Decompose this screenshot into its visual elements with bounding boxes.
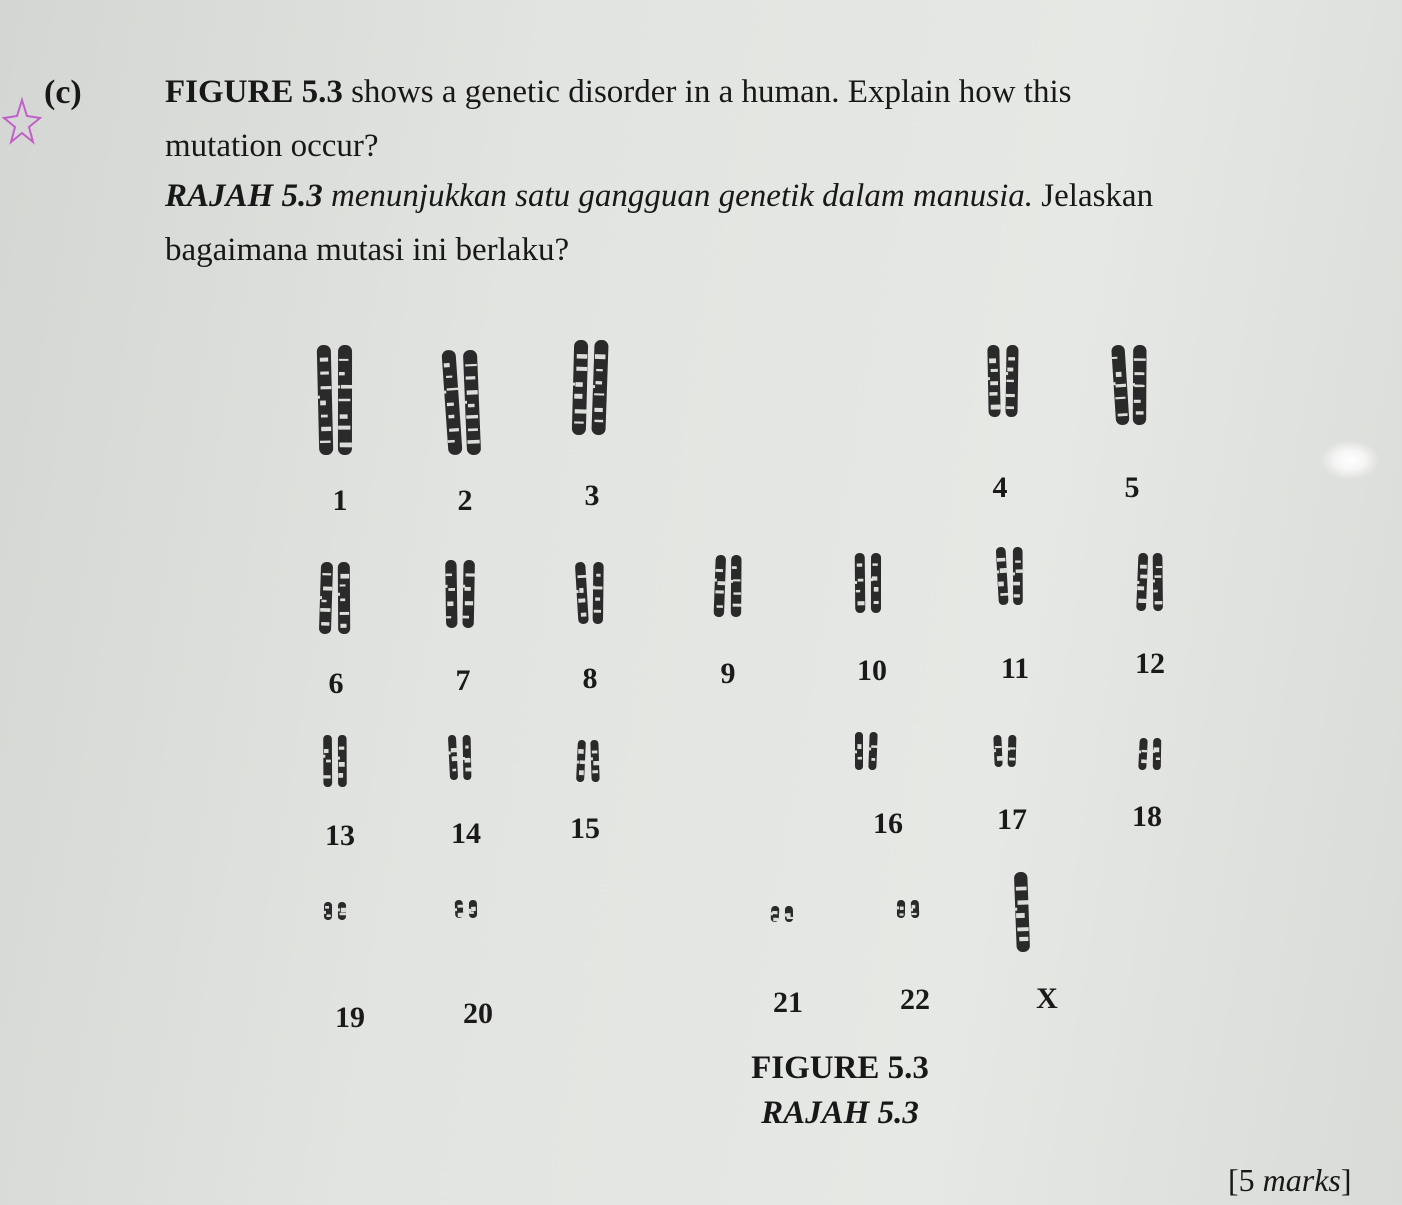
chromatid [713, 555, 727, 617]
chromosome-pair-19 [323, 902, 365, 1034]
chromosome-pair-7 [444, 560, 476, 697]
chromosome-label-16: 16 [873, 807, 903, 840]
chromosome-label-21: 21 [773, 986, 803, 1019]
chromatid [337, 735, 347, 787]
chromosome-pair-8 [574, 562, 604, 695]
chromosome-label-6: 6 [328, 667, 344, 700]
chromosome-pair-14 [447, 735, 481, 850]
chromosome-pair-6 [318, 562, 350, 700]
marks-number: 5 [1238, 1162, 1255, 1198]
chromosome-label-9: 9 [720, 657, 736, 690]
chromosome-label-17: 17 [997, 803, 1027, 836]
figure-reference: FIGURE 5.3 [165, 74, 343, 110]
chromatid [461, 560, 475, 628]
chromatid [1013, 872, 1031, 952]
chromosome-label-20: 20 [463, 997, 493, 1030]
chromatid [468, 900, 477, 918]
chromosome-label-12: 12 [1135, 647, 1165, 680]
chromatid [730, 555, 742, 617]
chromatid [870, 553, 881, 613]
chromatid [1135, 553, 1149, 611]
chromosome-pair-21 [770, 906, 803, 1019]
chromatid [1137, 738, 1148, 770]
chromosome-pair-10 [854, 553, 887, 687]
chromosome-pair-15 [570, 740, 600, 845]
chromatid [854, 732, 863, 770]
chromatid [995, 547, 1011, 606]
question-label: (c) [44, 74, 82, 111]
chromatid [337, 345, 353, 455]
chromosome-label-8: 8 [582, 662, 598, 695]
chromosome-label-18: 18 [1132, 800, 1162, 833]
chromatid [590, 340, 608, 435]
chromosome-pair-16 [854, 732, 903, 840]
chromosome-label-7: 7 [455, 664, 471, 697]
chromosome-label-X: X [1036, 982, 1058, 1015]
chromatid [462, 350, 481, 456]
chromosome-label-14: 14 [451, 817, 481, 850]
question-malay-italic-text: menunjukkan satu gangguan genetik dalam manusia. [322, 178, 1034, 214]
chromosome-label-15: 15 [570, 812, 600, 845]
rajah-reference: RAJAH 5.3 [165, 178, 323, 214]
chromosome-pair-5 [1110, 345, 1146, 504]
chromatid [986, 345, 1000, 417]
chromatid [323, 902, 332, 920]
chromosome-pair-11 [995, 547, 1029, 685]
chromatid [337, 902, 346, 920]
chromosome-label-19: 19 [335, 1001, 365, 1034]
chromosome-pair-20 [454, 900, 493, 1030]
marks-label: [5 marks] [1228, 1162, 1352, 1198]
chromatid [322, 735, 332, 787]
chromatid [896, 900, 905, 918]
chromosome-pair-X [1013, 872, 1058, 1015]
chromosome-label-10: 10 [857, 654, 887, 687]
chromatid [1152, 738, 1161, 770]
chromosome-pair-12 [1135, 553, 1165, 680]
chromatid [867, 732, 878, 770]
chromosome-pair-3 [571, 340, 609, 512]
chromatid [337, 562, 350, 634]
chromatid [444, 560, 457, 628]
chromatid [1012, 547, 1024, 605]
chromatid [854, 553, 866, 613]
chromosome-label-3: 3 [584, 479, 600, 512]
chromosome-pair-18 [1132, 738, 1162, 833]
chromatid [1152, 553, 1163, 611]
chromosome-label-11: 11 [1000, 652, 1030, 685]
chromosome-label-13: 13 [325, 819, 355, 852]
question-english-text: shows a genetic disorder in a human. Explain how this [342, 74, 1072, 110]
chromatid [574, 562, 590, 625]
chromosome-pair-9 [713, 555, 742, 690]
question-english-line-2: mutation occur? [165, 128, 379, 164]
chromosome-pair-22 [896, 900, 930, 1016]
chromosome-label-4: 4 [992, 471, 1008, 504]
chromatid [1132, 345, 1147, 425]
chromatid [1007, 735, 1017, 767]
chromosome-label-22: 22 [900, 983, 930, 1016]
chromatid [592, 562, 604, 624]
marks-word: marks [1262, 1162, 1341, 1198]
chromatid [462, 735, 473, 780]
chromosome-pair-13 [322, 735, 355, 852]
chromatid [454, 900, 465, 918]
question-malay-text: Jelaskan [1033, 178, 1154, 214]
chromatid [770, 906, 780, 922]
chromosome-pair-17 [992, 735, 1027, 836]
chromatid [1110, 345, 1129, 426]
chromosome-pair-4 [986, 345, 1018, 504]
figure-caption-malay: RAJAH 5.3 [761, 1095, 919, 1131]
chromosome-pair-2 [440, 350, 481, 517]
chromosome-pair-1 [316, 345, 353, 517]
figure-caption-english: FIGURE 5.3 [751, 1050, 929, 1086]
chromatid [910, 900, 920, 918]
chromatid [575, 740, 586, 782]
chromatid [571, 340, 589, 435]
question-malay-line-2: bagaimana mutasi ini berlaku? [165, 232, 570, 268]
chromatid [1004, 345, 1018, 417]
chromatid [447, 735, 460, 780]
chromatid [589, 740, 600, 782]
chromosome-label-2: 2 [457, 484, 473, 517]
chromosome-label-5: 5 [1124, 471, 1140, 504]
chromatid [316, 345, 334, 455]
chromosome-label-1: 1 [332, 484, 348, 517]
chromatid [440, 350, 463, 456]
chromatid [318, 562, 333, 634]
chromatid [784, 906, 794, 922]
chromatid [992, 735, 1004, 767]
